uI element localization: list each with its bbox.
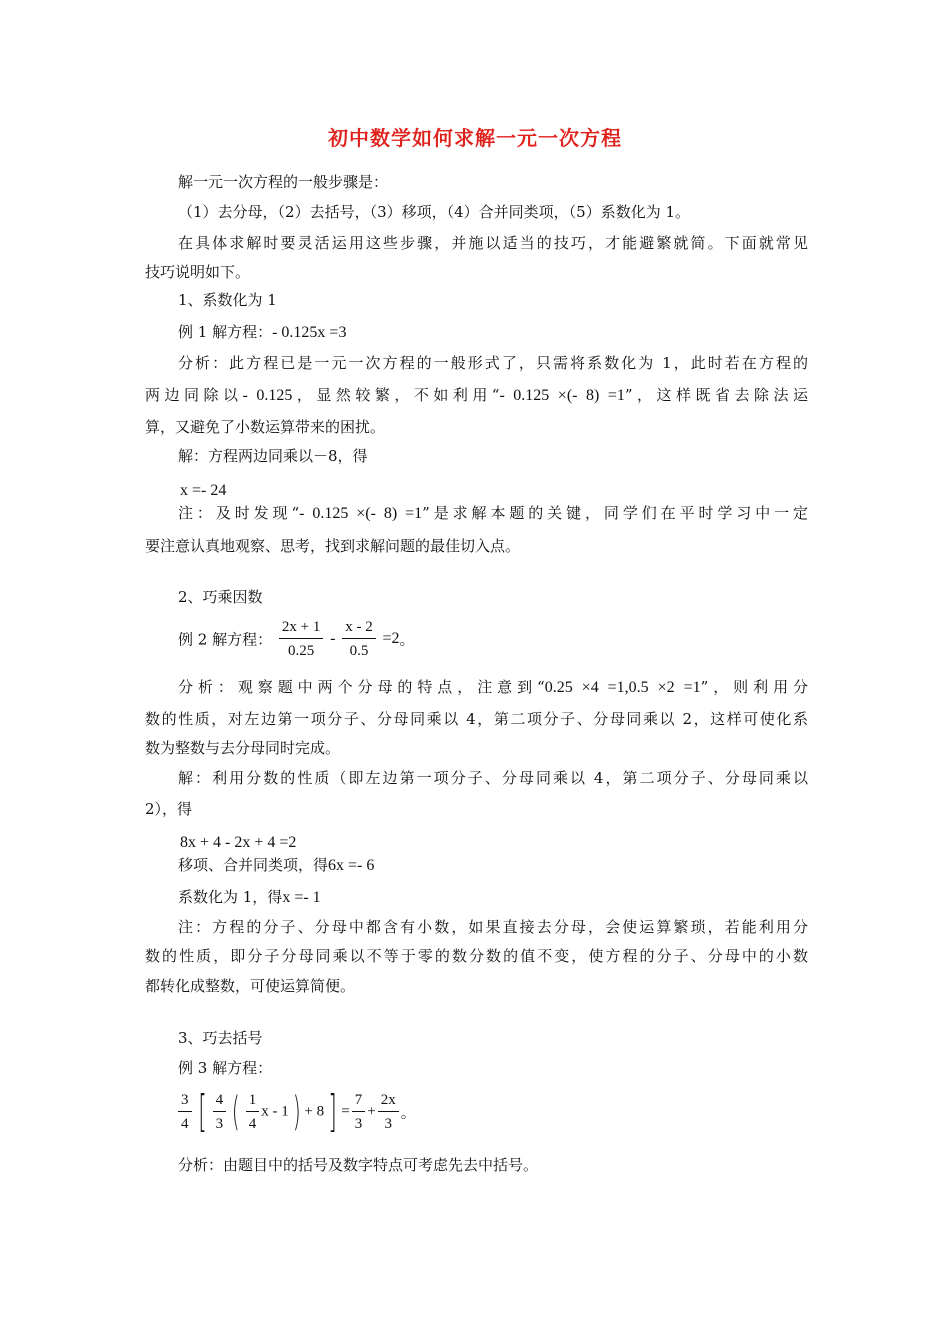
denominator: 4 [248,1116,257,1132]
analysis-1-text: ”，这样既省去除法运 [624,386,808,404]
intro-paragraph-3b: 技巧说明如下。 [145,263,251,281]
fraction-7-over-3 [352,1091,366,1133]
step-3-equation: x =- 1 [282,889,321,906]
section-1-heading: 1、系数化为 1 [178,291,277,309]
section-2-heading: 2、巧乘因数 [178,588,263,606]
plus-sign: + [367,1103,376,1120]
solution-2-line-2: 2），得 [145,800,193,818]
right-bracket: ] [328,1086,337,1137]
note-1-line-1 [178,503,808,524]
solution-1-label: 解：方程两边同乘以－8，得 [178,447,368,465]
fraction-1-over-4 [246,1091,260,1133]
example-3-label: 例 3 解方程： [178,1059,273,1077]
note-2-line-3: 都转化成整数，可使运算简便。 [145,977,356,995]
fraction-4-over-3 [213,1091,227,1133]
solution-2-line-1: 解：利用分数的性质（即左边第一项分子、分母同乘以 4，第二项分子、分母同乘以 [178,769,808,787]
left-bracket: [ [197,1086,207,1137]
solution-1-result: x =- 24 [180,482,227,499]
fraction-2x-over-3 [378,1091,399,1133]
equation-rhs: =2 [382,630,400,647]
step-2-label: 移项、合并同类项，得 [178,856,329,874]
solution-2-step-1: 8x + 4 - 2x + 4 =2 [180,834,297,851]
fraction-2x-plus-1-over-0-25 [279,618,323,660]
step-2-equation: 6x =- 6 [328,857,375,874]
equals-sign: = [341,1103,350,1120]
numerator: 3 [178,1091,192,1112]
period: 。 [399,630,415,649]
analysis-2-line-1 [178,677,808,698]
period: 。 [400,1103,416,1122]
left-paren: ( [232,1089,240,1135]
analysis-1-text: ，显然较繁，不如利用“ [292,386,500,404]
minus-sign: - [330,630,336,647]
step-3-label: 系数化为 1，得 [178,888,283,906]
inner-expression: x - 1 [261,1103,289,1120]
note-1-math: - 0.125 ×(- 8) =1 [299,505,423,522]
fraction-3-over-4 [178,1091,192,1133]
numerator: 2x [378,1091,399,1112]
example-1-equation: - 0.125x =3 [272,324,347,341]
note-1-text: ”是求解本题的关键，同学们在平时学习中一定 [422,504,809,522]
example-2 [178,618,415,660]
denominator: 3 [384,1116,392,1132]
analysis-1-text: 两边同除以 [145,386,243,404]
analysis-1-math: - 0.125 [242,387,293,404]
example-3-equation [176,1086,416,1137]
analysis-1-line-1: 分析：此方程已是一元一次方程的一般形式了，只需将系数化为 1，此时若在方程的 [178,354,808,372]
solution-2-step-2 [178,855,374,876]
intro-paragraph-2: （1）去分母，（2）去括号，（3）移项，（4）合并同类项，（5）系数化为 1。 [178,203,691,221]
analysis-2-text: ”，则利用分 [700,678,809,696]
example-2-label: 例 2 解方程： [178,630,273,649]
numerator: 2x + 1 [279,618,323,639]
numerator: x - 2 [342,618,376,639]
denominator: 3 [354,1116,363,1132]
fraction-x-minus-2-over-0-5 [342,618,376,660]
section-3-heading: 3、巧去括号 [178,1029,263,1047]
note-1-line-2: 要注意认真地观察、思考，找到求解问题的最佳切入点。 [145,537,521,555]
analysis-2-line-2: 数的性质，对左边第一项分子、分母同乘以 4，第二项分子、分母同乘以 2，这样可使化系 [145,710,808,728]
analysis-2-text: 分析：观察题中两个分母的特点，注意到“ [178,678,545,696]
intro-paragraph-3a: 在具体求解时要灵活运用这些步骤，并施以适当的技巧，才能避繁就简。下面就常见 [178,234,808,252]
numerator: 7 [352,1091,366,1112]
example-1-label: 例 1 解方程： [178,323,273,341]
page-title: 初中数学如何求解一元一次方程 [328,126,622,150]
denominator: 0.25 [287,643,315,659]
numerator: 4 [213,1091,227,1112]
right-paren: ) [292,1089,301,1135]
note-2-line-1: 注：方程的分子、分母中都含有小数，如果直接去分母，会使运算繁琐，若能利用分 [178,918,808,936]
denominator: 3 [215,1116,224,1132]
note-2-line-2: 数的性质，即分子分母同乘以不等于零的数分数的值不变，使方程的分子、分母中的小数 [145,947,808,965]
denominator: 0.5 [349,643,369,659]
analysis-1-line-2 [145,385,808,406]
analysis-3: 分析：由题目中的括号及数字特点可考虑先去中括号。 [178,1156,539,1174]
plus-eight: + 8 [304,1103,325,1120]
analysis-2-math: 0.25 ×4 =1,0.5 ×2 =1 [544,679,701,696]
analysis-1-line-3: 算，又避免了小数运算带来的困扰。 [145,418,386,436]
analysis-1-math: - 0.125 ×(- 8) =1 [499,387,625,404]
note-1-text: 注：及时发现“ [178,504,300,522]
numerator: 1 [246,1091,260,1112]
solution-2-step-3 [178,887,321,908]
intro-paragraph-1: 解一元一次方程的一般步骤是： [178,173,389,191]
example-1 [178,322,346,343]
analysis-2-line-3: 数为整数与去分母同时完成。 [145,739,341,757]
denominator: 4 [181,1116,189,1132]
